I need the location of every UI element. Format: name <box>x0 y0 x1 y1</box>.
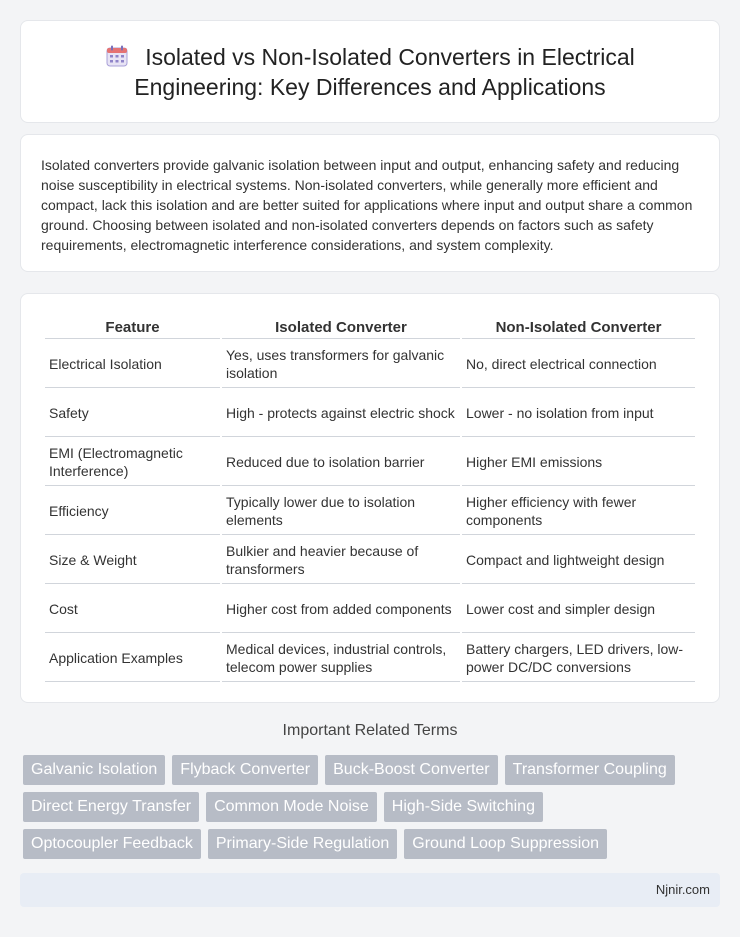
table-row <box>45 586 695 633</box>
title-card <box>20 20 720 123</box>
related-term-tag[interactable]: High-Side Switching <box>384 792 543 822</box>
table-row <box>45 390 695 437</box>
cell-isolated: High - protects against electric shock <box>222 390 460 437</box>
cell-feature: Application Examples <box>45 635 220 682</box>
related-term-tag[interactable]: Common Mode Noise <box>206 792 377 822</box>
table-row <box>45 537 695 584</box>
comparison-table <box>43 312 697 684</box>
page-title-text: Isolated vs Non-Isolated Converters in Electrical Engineering: Key Differences and Applications <box>134 43 635 100</box>
table-row <box>45 488 695 535</box>
footer <box>20 873 720 907</box>
related-terms-heading: Important Related Terms <box>282 722 458 739</box>
cell-feature: Cost <box>45 586 220 633</box>
related-terms-list <box>23 755 713 866</box>
footer-site-link[interactable]: Njnir.com <box>655 882 710 897</box>
cell-non-isolated: Lower - no isolation from input <box>462 390 695 437</box>
header-non-isolated: Non-Isolated Converter <box>462 314 695 339</box>
intro-paragraph: Isolated converters provide galvanic isolation between input and output, enhancing safety and reducing noise susceptibility in electrical systems. Non-isolated converters, while generally more efficient and compact, lack this isolation and are better suited for applications where input and output share a common ground. Choosing between isolated and non-isolated converters depends on factors such as safety requirements, electromagnetic interference considerations, and system complexity. <box>41 157 693 253</box>
cell-non-isolated: Battery chargers, LED drivers, low-power DC/DC conversions <box>462 635 695 682</box>
page-title <box>51 42 689 102</box>
table-row <box>45 439 695 486</box>
related-term-tag[interactable]: Direct Energy Transfer <box>23 792 199 822</box>
cell-isolated: Bulkier and heavier because of transformers <box>222 537 460 584</box>
cell-non-isolated: Higher EMI emissions <box>462 439 695 486</box>
cell-isolated: Yes, uses transformers for galvanic isolation <box>222 341 460 388</box>
cell-non-isolated: Compact and lightweight design <box>462 537 695 584</box>
calendar-icon <box>105 44 129 68</box>
related-term-tag[interactable]: Primary-Side Regulation <box>208 829 397 859</box>
table-header-row <box>45 314 695 339</box>
header-feature: Feature <box>45 314 220 339</box>
comparison-table-card <box>20 293 720 703</box>
cell-feature: Safety <box>45 390 220 437</box>
cell-isolated: Higher cost from added components <box>222 586 460 633</box>
cell-feature: EMI (Electromagnetic Interference) <box>45 439 220 486</box>
cell-isolated: Medical devices, industrial controls, telecom power supplies <box>222 635 460 682</box>
related-term-tag[interactable]: Buck-Boost Converter <box>325 755 498 785</box>
related-term-tag[interactable]: Galvanic Isolation <box>23 755 165 785</box>
table-row <box>45 341 695 388</box>
related-term-tag[interactable]: Transformer Coupling <box>505 755 675 785</box>
cell-isolated: Reduced due to isolation barrier <box>222 439 460 486</box>
table-row <box>45 635 695 682</box>
related-term-tag[interactable]: Ground Loop Suppression <box>404 829 607 859</box>
cell-isolated: Typically lower due to isolation elements <box>222 488 460 535</box>
intro-card <box>20 134 720 272</box>
cell-feature: Size & Weight <box>45 537 220 584</box>
cell-non-isolated: Lower cost and simpler design <box>462 586 695 633</box>
cell-non-isolated: No, direct electrical connection <box>462 341 695 388</box>
header-isolated: Isolated Converter <box>222 314 460 339</box>
cell-feature: Efficiency <box>45 488 220 535</box>
related-term-tag[interactable]: Flyback Converter <box>172 755 318 785</box>
cell-feature: Electrical Isolation <box>45 341 220 388</box>
related-term-tag[interactable]: Optocoupler Feedback <box>23 829 201 859</box>
cell-non-isolated: Higher efficiency with fewer components <box>462 488 695 535</box>
